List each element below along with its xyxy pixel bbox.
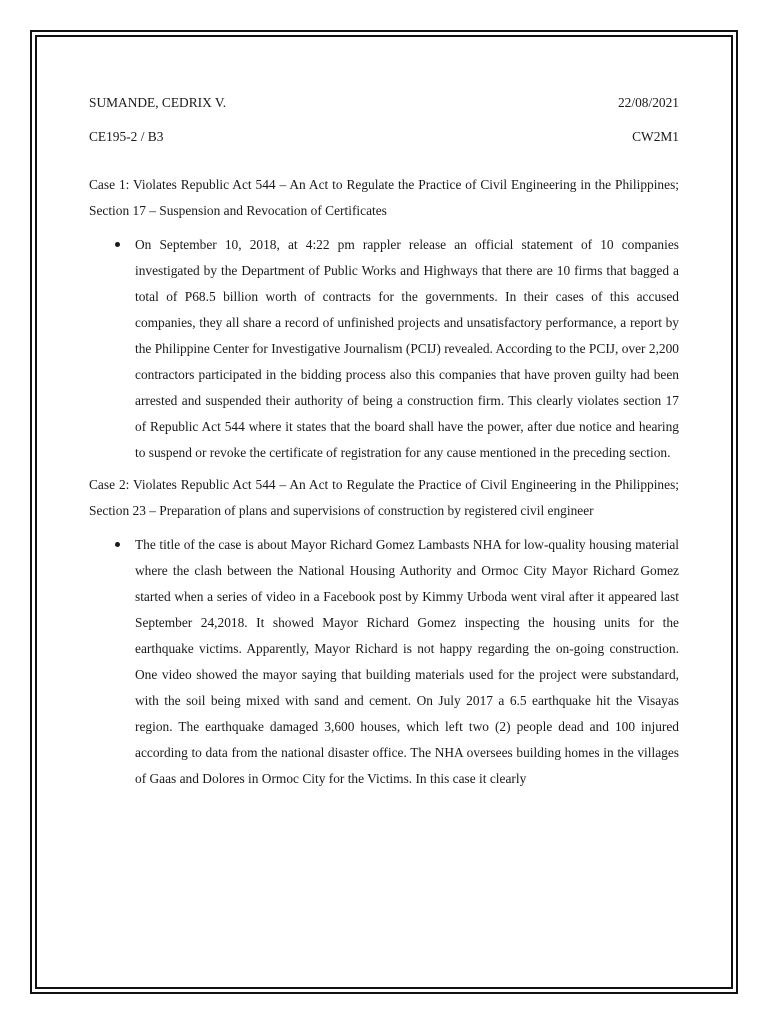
bullet-icon — [115, 542, 120, 547]
header-row-2 — [89, 124, 679, 150]
case-1-bullets — [89, 232, 679, 466]
case-1-heading: Case 1: Violates Republic Act 544 – An Act to Regulate the Practice of Civil Engineering in the Philippines; Section 17 – Suspension and Revocation of Certificates — [89, 177, 679, 218]
case-1-bullet-text: On September 10, 2018, at 4:22 pm rappler release an official statement of 10 companies investigated by the Department of Public Works and Highways that there are 10 firms that bagged a total of P68.5 billion worth of contracts for the governments. In their cases of this accused companies, they all share a record of unfinished projects and unsatisfactory performance, a report by the Philippine Center for Investigative Journalism (PCIJ) revealed. According to the PCIJ, over 2,200 contractors participated in the bidding process also this companies that have proven guilty had been arrested and suspended their authority of being a construction firm. This clearly violates section 17 of Republic Act 544 where it states that the board shall have the power, after due notice and hearing to suspend or revoke the certificate of registration for any cause mentioned in the preceding section. — [135, 237, 679, 460]
document-date: 22/08/2021 — [617, 95, 679, 110]
assignment-code: CW2M1 — [632, 129, 679, 144]
case-2 — [89, 472, 679, 792]
case-2-heading: Case 2: Violates Republic Act 544 – An Act to Regulate the Practice of Civil Engineering in the Philippines; Section 23 – Preparation of plans and supervisions of construction by registered civil engineer — [89, 477, 679, 518]
bullet-icon — [115, 242, 120, 247]
case-1 — [89, 172, 679, 466]
student-name: SUMANDE, CEDRIX V. — [89, 95, 227, 110]
list-item — [89, 232, 679, 466]
header-row-1 — [89, 90, 679, 116]
list-item — [89, 532, 679, 792]
course-section: CE195-2 / B3 — [89, 129, 164, 144]
document-body — [89, 90, 679, 792]
case-2-bullet-text: The title of the case is about Mayor Richard Gomez Lambasts NHA for low-quality housing material where the clash between the National Housing Authority and Ormoc City Mayor Richard Gomez started when a series of video in a Facebook post by Kimmy Urboda went viral after it appeared last September 24,2018. It showed Mayor Richard Gomez inspecting the housing units for the earthquake victims. Apparently, Mayor Richard is not happy regarding the on-going construction. One video showed the mayor saying that building materials used for the project were substandard, with the soil being mixed with sand and cement. On July 2017 a 6.5 earthquake hit the Visayas region. The earthquake damaged 3,600 houses, which left two (2) people dead and 100 injured according to data from the national disaster office. The NHA oversees building homes in the villages of Gaas and Dolores in Ormoc City for the Victims. In this case it clearly — [135, 537, 679, 786]
case-2-bullets — [89, 532, 679, 792]
